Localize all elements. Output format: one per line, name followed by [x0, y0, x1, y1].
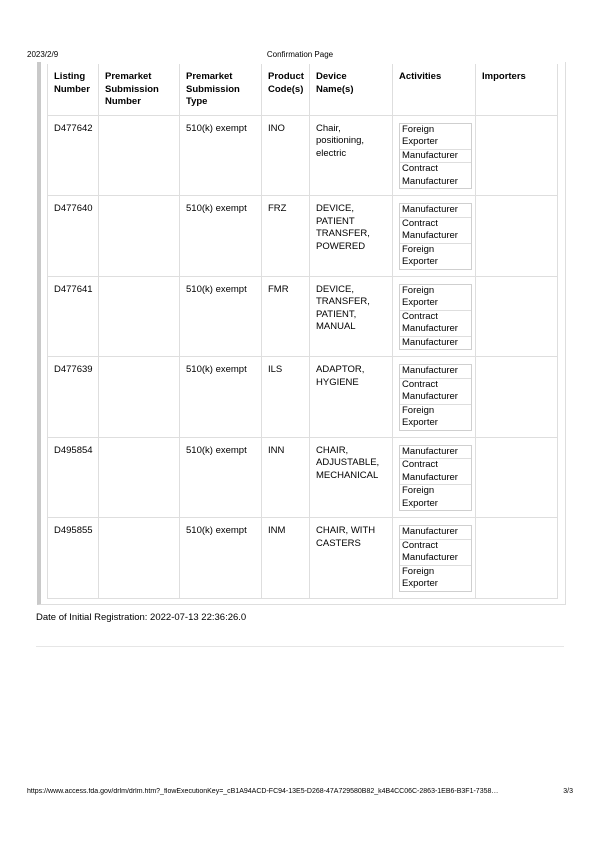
column-header-activities: Activities [393, 64, 476, 115]
section-divider [36, 646, 564, 647]
activities-list [399, 284, 472, 351]
premarket-submission-type-cell: 510(k) exempt [180, 196, 262, 277]
premarket-submission-number-cell [99, 196, 180, 277]
premarket-submission-number-cell [99, 357, 180, 438]
column-header-product-codes: Product Code(s) [262, 64, 310, 115]
activity-item: Foreign Exporter [400, 124, 471, 150]
device-name-cell: DEVICE, TRANSFER, PATIENT, MANUAL [310, 276, 393, 357]
premarket-submission-number-cell [99, 115, 180, 196]
column-header-premarket-submission-number: Premarket Submission Number [99, 64, 180, 115]
activity-item: Manufacturer [400, 446, 471, 460]
activity-item: Contract Manufacturer [400, 311, 471, 337]
activities-cell [393, 276, 476, 357]
column-header-listing-number: Listing Number [48, 64, 99, 115]
device-name-cell: CHAIR, WITH CASTERS [310, 518, 393, 599]
activity-item: Foreign Exporter [400, 285, 471, 311]
activity-item: Manufacturer [402, 336, 458, 348]
premarket-submission-number-cell [99, 518, 180, 599]
print-url: https://www.access.fda.gov/drlm/drlm.htm?_flowExecutionKey=_cB1A94ACD-FC94-13E5-D268-47A729580B82_k4B4CC06C-2863-1EB6-B3F1-7358… [27, 788, 499, 795]
product-code-cell: FRZ [262, 196, 310, 277]
importers-cell [476, 276, 558, 357]
device-listing-table [47, 64, 558, 599]
activities-cell [393, 437, 476, 518]
device-name-cell: DEVICE, PATIENT TRANSFER, POWERED [310, 196, 393, 277]
activities-cell [393, 518, 476, 599]
importers-cell [476, 115, 558, 196]
importers-cell [476, 437, 558, 518]
table-row [48, 437, 558, 518]
product-code-cell: FMR [262, 276, 310, 357]
listing-number-cell: D477641 [48, 276, 99, 357]
table-row [48, 196, 558, 277]
table-row [48, 276, 558, 357]
device-name-cell: ADAPTOR, HYGIENE [310, 357, 393, 438]
activity-item: Manufacturer [400, 526, 471, 540]
activity-item: Foreign Exporter [402, 485, 438, 509]
listing-number-cell: D495854 [48, 437, 99, 518]
activities-list [399, 364, 472, 431]
activity-item: Contract Manufacturer [400, 218, 471, 244]
activities-list [399, 525, 472, 592]
product-code-cell: INN [262, 437, 310, 518]
column-header-premarket-submission-type: Premarket Submission Type [180, 64, 262, 115]
activities-list [399, 445, 472, 512]
activities-cell [393, 115, 476, 196]
activity-item: Manufacturer [400, 204, 471, 218]
product-code-cell: INO [262, 115, 310, 196]
importers-cell [476, 518, 558, 599]
premarket-submission-number-cell [99, 437, 180, 518]
activity-item: Manufacturer [400, 150, 471, 164]
activities-cell [393, 357, 476, 438]
activity-item: Foreign Exporter [402, 404, 438, 428]
activity-item: Foreign Exporter [402, 243, 438, 267]
activity-item: Manufacturer [400, 365, 471, 379]
premarket-submission-type-cell: 510(k) exempt [180, 357, 262, 438]
listing-number-cell: D477640 [48, 196, 99, 277]
print-header [0, 50, 600, 62]
table-header-row [48, 64, 558, 115]
importers-cell [476, 196, 558, 277]
initial-registration-date: Date of Initial Registration: 2022-07-13 22:36:26.0 [36, 612, 247, 623]
listing-number-cell: D477642 [48, 115, 99, 196]
activity-item: Contract Manufacturer [400, 540, 471, 566]
premarket-submission-type-cell: 510(k) exempt [180, 115, 262, 196]
device-name-cell: Chair, positioning, electric [310, 115, 393, 196]
column-header-device-names: Device Name(s) [310, 64, 393, 115]
print-footer [0, 788, 600, 800]
listing-number-cell: D477639 [48, 357, 99, 438]
activity-item: Contract Manufacturer [402, 163, 458, 187]
premarket-submission-type-cell: 510(k) exempt [180, 518, 262, 599]
page-number: 3/3 [563, 788, 573, 795]
column-header-importers: Importers [476, 64, 558, 115]
premarket-submission-number-cell [99, 276, 180, 357]
activities-list [399, 203, 472, 270]
premarket-submission-type-cell: 510(k) exempt [180, 276, 262, 357]
activity-item: Foreign Exporter [402, 565, 438, 589]
activities-list [399, 123, 472, 190]
table-row [48, 115, 558, 196]
device-name-cell: CHAIR, ADJUSTABLE, MECHANICAL [310, 437, 393, 518]
print-date: 2023/2/9 [27, 50, 59, 59]
listing-number-cell: D495855 [48, 518, 99, 599]
table-row [48, 518, 558, 599]
premarket-submission-type-cell: 510(k) exempt [180, 437, 262, 518]
product-code-cell: INM [262, 518, 310, 599]
activities-cell [393, 196, 476, 277]
activity-item: Contract Manufacturer [400, 459, 471, 485]
table-row [48, 357, 558, 438]
activity-item: Contract Manufacturer [400, 379, 471, 405]
importers-cell [476, 357, 558, 438]
print-title: Confirmation Page [266, 50, 334, 59]
product-code-cell: ILS [262, 357, 310, 438]
